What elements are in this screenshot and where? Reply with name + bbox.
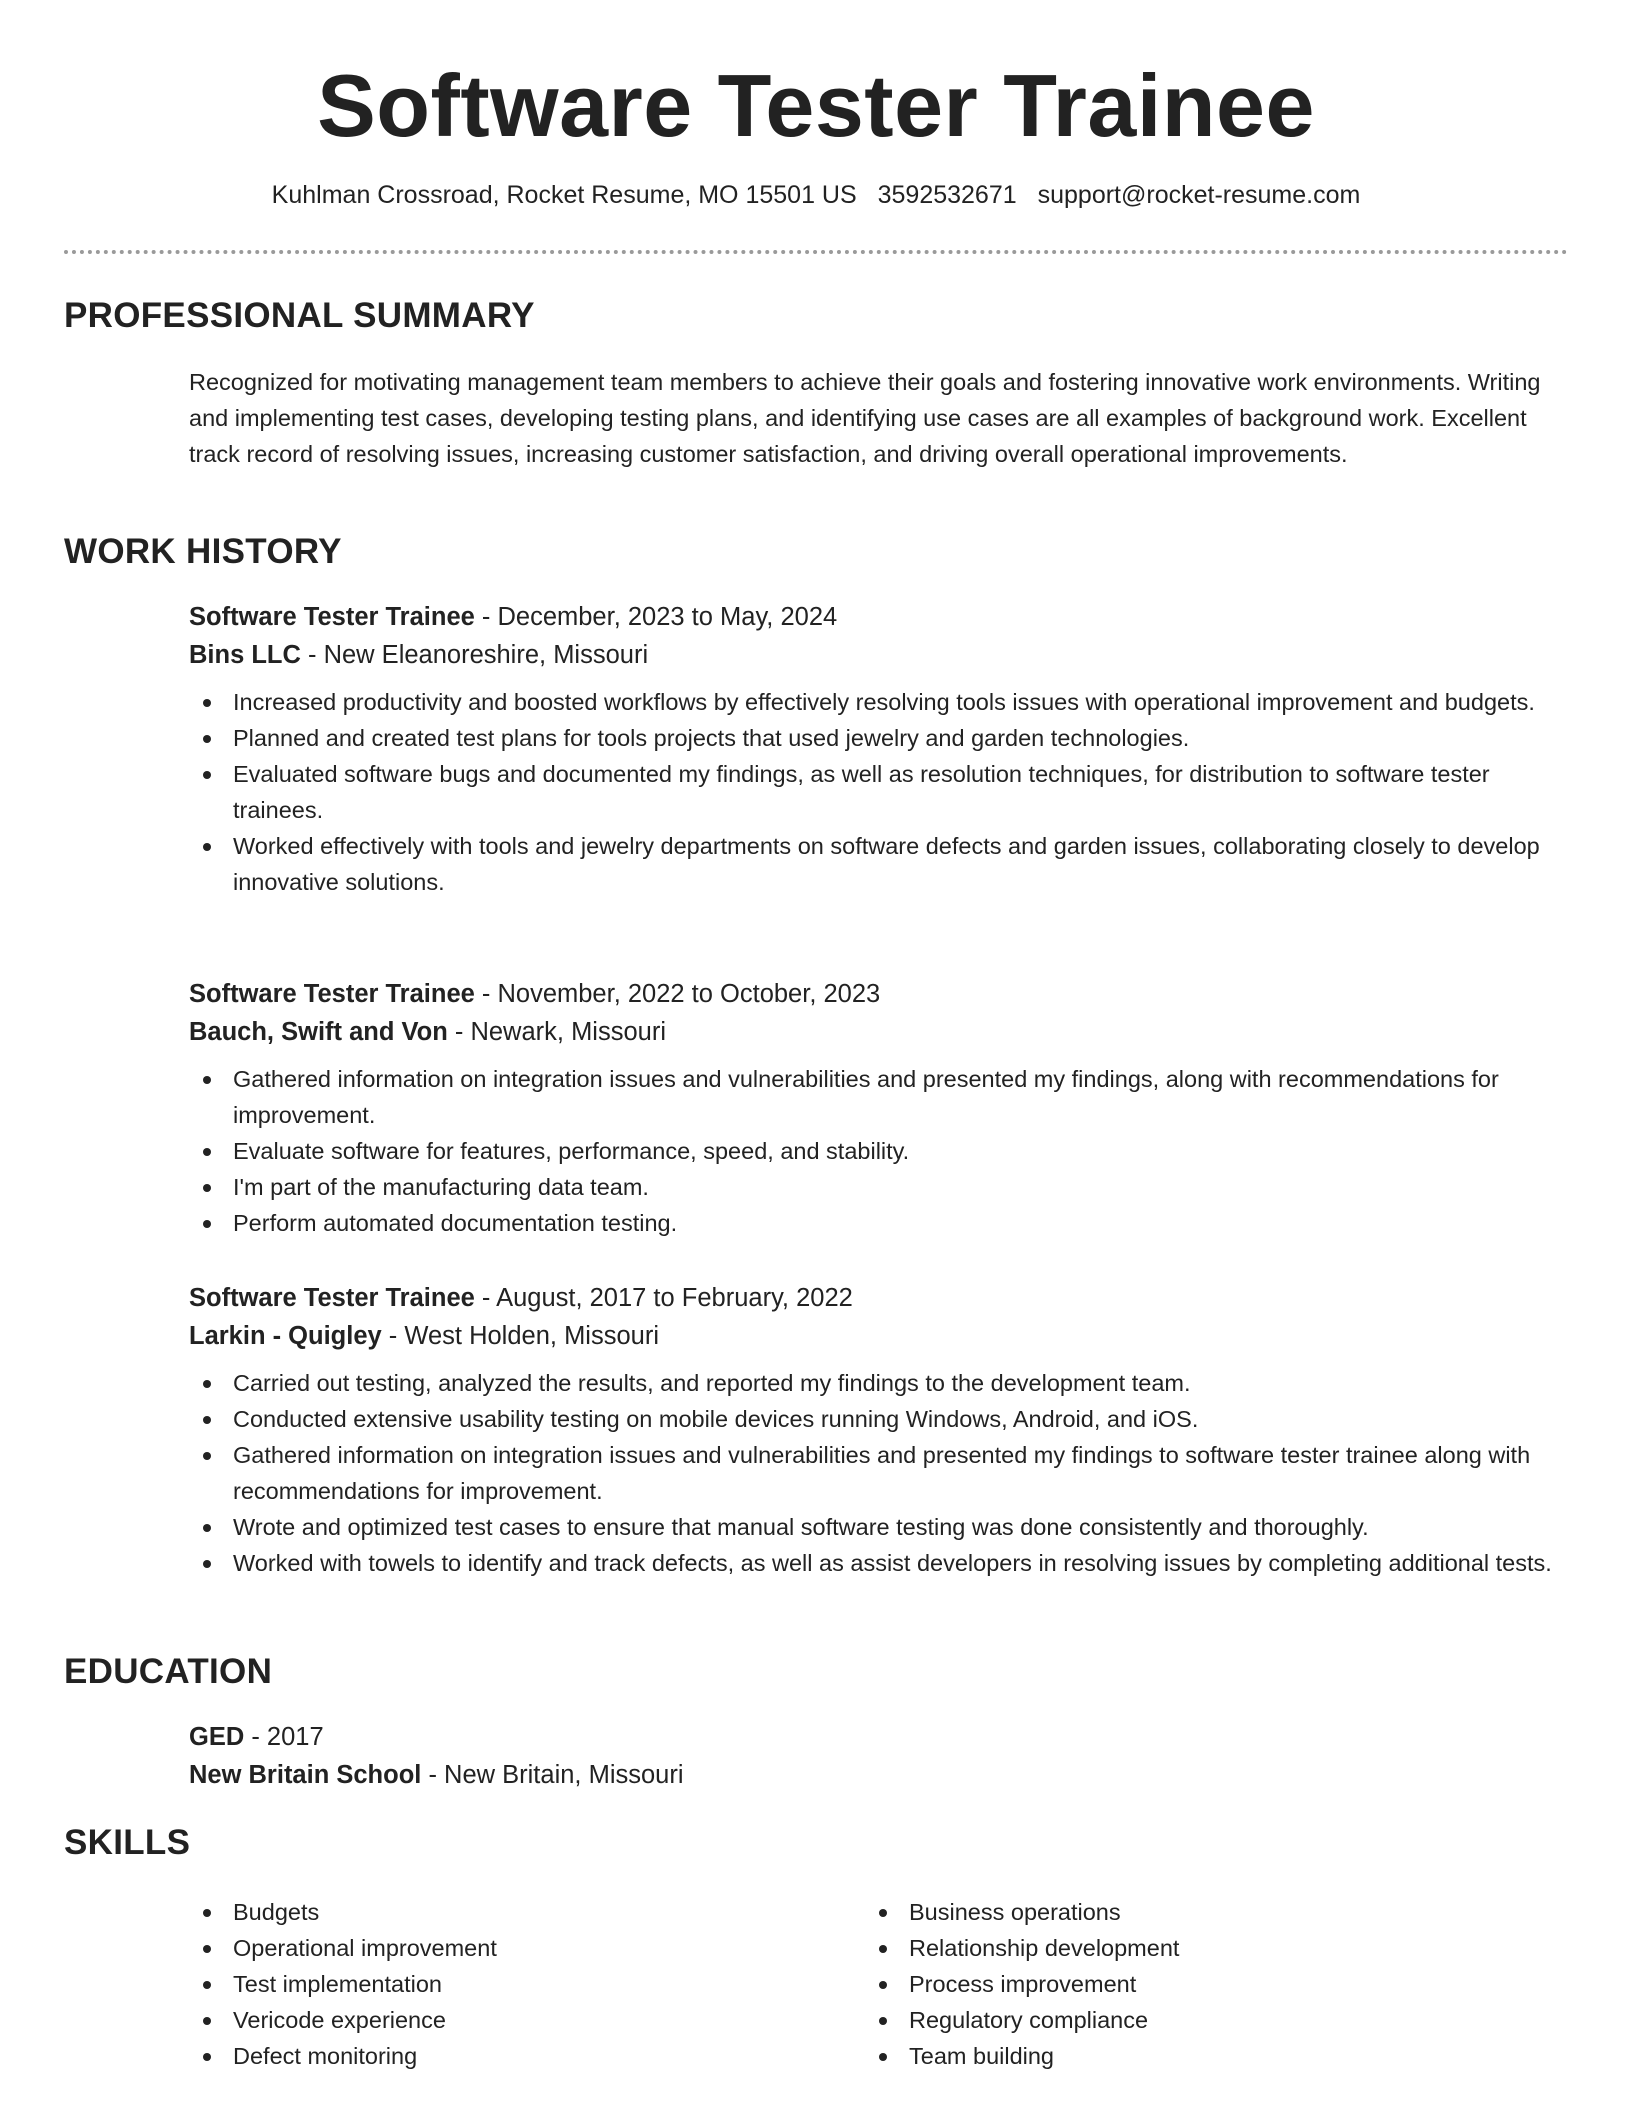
contact-info [0,181,1632,210]
bullet-icon [203,2017,211,2025]
education-year: - 2017 [244,1723,324,1751]
skill-item: Test implementation [189,1966,865,2002]
job-title-line [189,1279,1568,1317]
job-bullets [189,684,1568,900]
skill-item: Team building [865,2038,1568,2074]
list-item: Worked with towels to identify and track defects, as well as assist developers in resolving issues by completing additional tests. [189,1545,1568,1581]
job-dates: - November, 2022 to October, 2023 [474,980,881,1008]
list-item: Evaluated software bugs and documented my findings, as well as resolution techniques, for distribution to software tester trainees. [189,756,1568,828]
bullet-icon [203,1220,211,1228]
education-school: New Britain School [189,1761,422,1789]
job-dates: - August, 2017 to February, 2022 [474,1284,853,1312]
skill-item: Vericode experience [189,2002,865,2038]
list-item: Carried out testing, analyzed the results, and reported my findings to the development team. [189,1365,1568,1401]
job-location: - Newark, Missouri [447,1018,666,1046]
job-location: - New Eleanoreshire, Missouri [300,641,649,669]
job-company: Bins LLC [189,641,301,669]
skill-item: Operational improvement [189,1930,865,1966]
list-item: Gathered information on integration issues and vulnerabilities and presented my findings, along with recommendations for improvement. [189,1061,1568,1133]
skill-item: Process improvement [865,1966,1568,2002]
job-entry [189,1279,1568,1581]
job-title-line [189,598,1568,636]
bullet-icon [203,699,211,707]
header-divider [64,250,1568,254]
bullet-icon [203,1981,211,1989]
bullet-icon [203,1909,211,1917]
bullet-icon [203,1945,211,1953]
education-school-line [189,1756,1568,1794]
job-company-line [189,1013,1568,1051]
skills-column-left [189,1894,865,2074]
education-entry [189,1718,1568,1794]
bullet-icon [203,2053,211,2061]
bullet-icon [203,1416,211,1424]
list-item: Worked effectively with tools and jewelry departments on software defects and garden issues, collaborating closely to develop innovative solutions. [189,828,1568,900]
skill-item: Relationship development [865,1930,1568,1966]
education-degree: GED [189,1723,245,1751]
skill-item: Budgets [189,1894,865,1930]
list-item: Perform automated documentation testing. [189,1205,1568,1241]
job-title: Software Tester Trainee [189,980,475,1008]
bullet-icon [203,1524,211,1532]
bullet-icon [879,2017,887,2025]
list-item: Wrote and optimized test cases to ensure that manual software testing was done consistently and thoroughly. [189,1509,1568,1545]
list-item: Conducted extensive usability testing on mobile devices running Windows, Android, and iOS. [189,1401,1568,1437]
bullet-icon [879,1909,887,1917]
bullet-icon [203,1148,211,1156]
summary-heading: PROFESSIONAL SUMMARY [64,296,535,335]
education-heading: EDUCATION [64,1652,273,1691]
bullet-icon [879,2053,887,2061]
job-dates: - December, 2023 to May, 2024 [474,603,838,631]
skill-item: Defect monitoring [189,2038,865,2074]
job-company: Bauch, Swift and Von [189,1018,448,1046]
bullet-icon [203,735,211,743]
job-entry [189,975,1568,1241]
bullet-icon [203,771,211,779]
job-title: Software Tester Trainee [189,603,475,631]
list-item: Increased productivity and boosted workflows by effectively resolving tools issues with operational improvement and budgets. [189,684,1568,720]
list-item: I'm part of the manufacturing data team. [189,1169,1568,1205]
bullet-icon [203,1184,211,1192]
work-history-heading: WORK HISTORY [64,532,342,571]
job-company-line [189,636,1568,674]
skills-list [189,1894,1568,2074]
job-company-line [189,1317,1568,1355]
summary-text: Recognized for motivating management team members to achieve their goals and fostering innovative work environments. Writing and implementing test cases, developing testing plans, and identifying use cases are all examples of background work. Excellent track record of resolving issues, increasing customer satisfaction, and driving overall operational improvements. [189,369,1541,467]
education-location: - New Britain, Missouri [421,1761,684,1789]
list-item: Gathered information on integration issues and vulnerabilities and presented my findings to software tester trainee along with recommendations for improvement. [189,1437,1568,1509]
bullet-icon [203,1380,211,1388]
contact-address: Kuhlman Crossroad, Rocket Resume, MO 15501 US [271,181,857,209]
contact-phone: 3592532671 [877,181,1017,209]
contact-email: support@rocket-resume.com [1037,181,1361,209]
skills-column-right [865,1894,1568,2074]
job-bullets [189,1061,1568,1241]
job-location: - West Holden, Missouri [381,1322,659,1350]
bullet-icon [203,1076,211,1084]
resume-name: Software Tester Trainee [317,56,1315,155]
skill-item: Regulatory compliance [865,2002,1568,2038]
job-title-line [189,975,1568,1013]
job-bullets [189,1365,1568,1581]
list-item: Planned and created test plans for tools projects that used jewelry and garden technologies. [189,720,1568,756]
education-degree-line [189,1718,1568,1756]
bullet-icon [203,1560,211,1568]
job-entry [189,598,1568,900]
skills-heading: SKILLS [64,1823,191,1862]
bullet-icon [203,1452,211,1460]
job-title: Software Tester Trainee [189,1284,475,1312]
bullet-icon [203,843,211,851]
skill-item: Business operations [865,1894,1568,1930]
list-item: Evaluate software for features, performance, speed, and stability. [189,1133,1568,1169]
bullet-icon [879,1981,887,1989]
bullet-icon [879,1945,887,1953]
job-company: Larkin - Quigley [189,1322,382,1350]
